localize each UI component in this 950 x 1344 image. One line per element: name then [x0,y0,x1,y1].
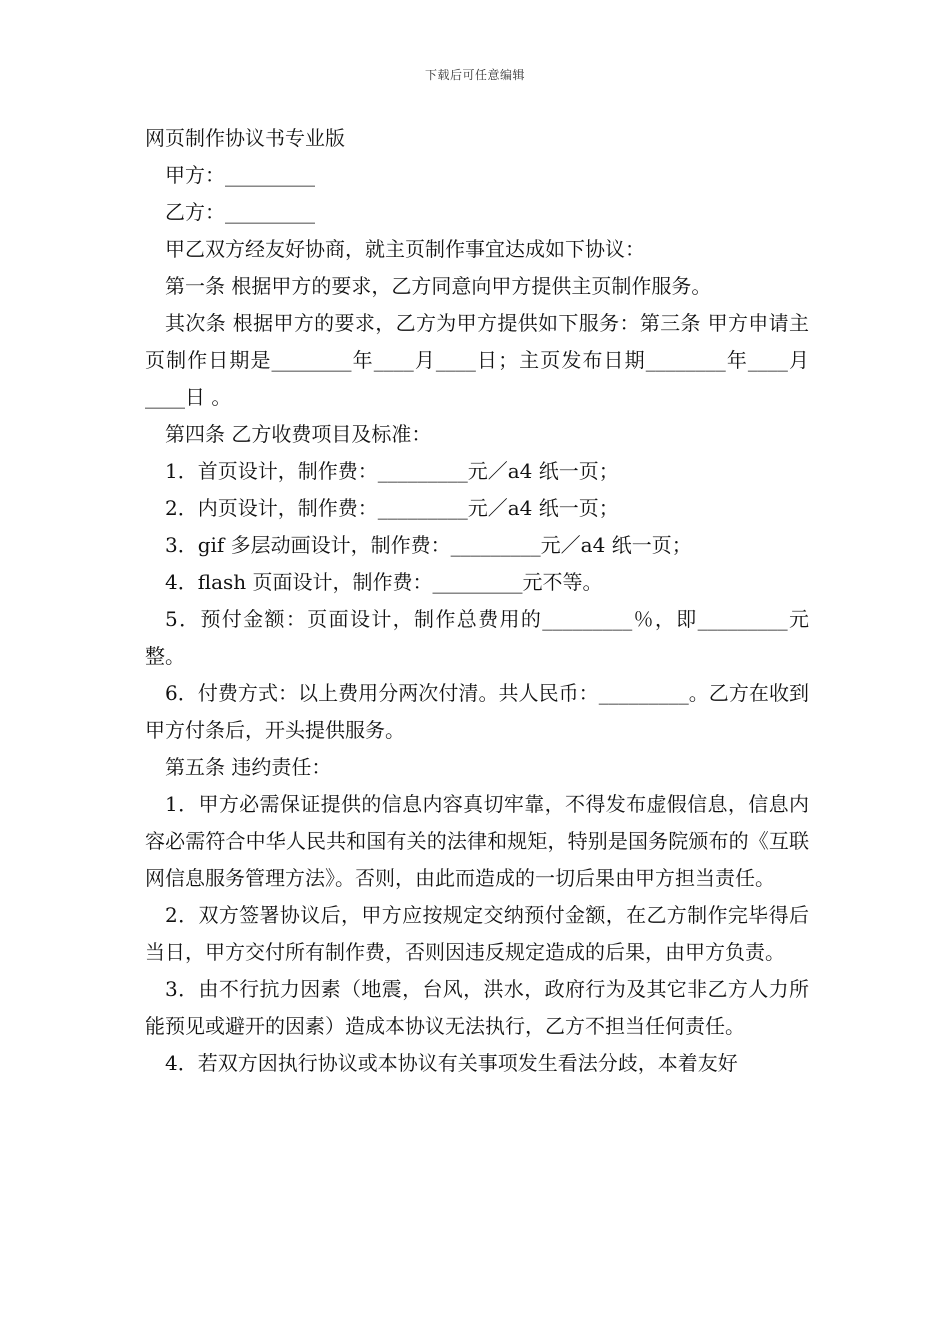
liability-item-4: 4．若双方因执行协议或本协议有关事项发生看法分歧，本着友好 [165,1051,738,1075]
fee-item-5: 5．预付金额：页面设计，制作总费用的_________％，即_________元整。 [145,607,809,668]
party-a-line: 甲方：_________ [165,163,315,187]
intro-paragraph: 甲乙双方经友好协商，就主页制作事宜达成如下协议： [165,237,645,261]
liability-item-1: 1．甲方必需保证提供的信息内容真切牢靠，不得发布虚假信息，信息内容必需符合中华人民共和国有关的法律和规矩，特别是国务院颁布的《互联网信息服务管理方法》。否则，由此而造成的一切后果由甲方担当责任。 [145,792,809,890]
fee-item-2: 2．内页设计，制作费：_________元／a4 纸一页； [165,496,619,520]
header-note: 下载后可任意编辑 [424,68,525,82]
document-body [145,120,809,1082]
article-1: 第一条 根据甲方的要求，乙方同意向甲方提供主页制作服务。 [165,274,712,298]
fee-item-3: 3．gif 多层动画设计，制作费：_________元／a4 纸一页； [165,533,692,557]
article-5-heading: 第五条 违约责任： [165,755,332,779]
liability-item-2: 2．双方签署协议后，甲方应按规定交纳预付金额，在乙方制作完毕得后当日，甲方交付所有制作费，否则因违反规定造成的后果，由甲方负责。 [145,903,809,964]
fee-item-4: 4．flash 页面设计，制作费：_________元不等。 [165,570,603,594]
document-title: 网页制作协议书专业版 [145,126,345,150]
party-b-line: 乙方：_________ [165,200,315,224]
article-2-3: 其次条 根据甲方的要求，乙方为甲方提供如下服务：第三条 甲方申请主页制作日期是________年____月____日；主页发布日期________年____月____日 。 [145,311,809,409]
fee-item-6: 6．付费方式：以上费用分两次付清。共人民币：_________。乙方在收到甲方付条后，开头提供服务。 [145,681,809,742]
liability-item-3: 3．由不行抗力因素（地震，台风，洪水，政府行为及其它非乙方人力所能预见或避开的因素）造成本协议无法执行，乙方不担当任何责任。 [145,977,809,1038]
article-4-heading: 第四条 乙方收费项目及标准： [165,422,432,446]
fee-item-1: 1．首页设计，制作费：_________元／a4 纸一页； [165,459,619,483]
